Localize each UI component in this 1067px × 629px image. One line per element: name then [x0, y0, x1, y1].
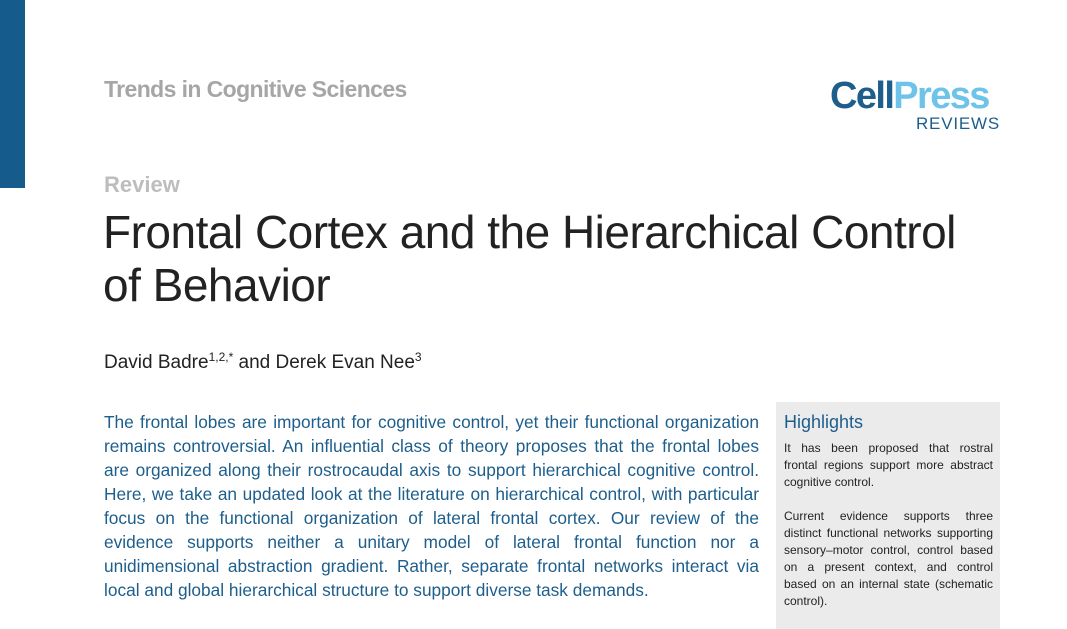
journal-name: Trends in Cognitive Sciences: [104, 76, 407, 102]
abstract: The frontal lobes are important for cognitive control, yet their functional organization remains controversial. An influential class of theory proposes that the frontal lobes are organized along their rostrocaudal axis to support hierarchical cognitive control. Here, we take an updated look at the literature on hierarchical control, with particular focus on the functional organization of lateral frontal cortex. Our review of the evidence supports neither a unitary model of lateral frontal function nor a unidimensional abstraction gradient. Rather, separate frontal networks interact via local and global hierarchical structure to support diverse task demands.: [104, 412, 759, 600]
author-affiliation: 3: [414, 350, 422, 364]
logo-press-text: Press: [893, 75, 989, 117]
logo-reviews-text: REVIEWS: [915, 114, 1000, 133]
article-title: Frontal Cortex and the Hierarchical Control of Behavior: [103, 206, 956, 311]
article-type: Review: [104, 172, 180, 197]
highlights-box: [776, 402, 1000, 629]
author-name: David Badre: [104, 352, 209, 373]
cellpress-logo: [830, 76, 1002, 136]
highlights-title: Highlights: [784, 412, 864, 432]
journal-color-bar: [0, 0, 25, 188]
highlight-item: It has been proposed that rostral frontal regions support more abstract cognitive control.: [784, 441, 993, 489]
logo-cell-text: Cell: [830, 75, 894, 117]
author-separator: and: [233, 352, 276, 373]
author-affiliation: 1,2,*: [208, 350, 234, 364]
logo-wordmark: [830, 76, 989, 116]
author-list: [104, 352, 422, 374]
author-name: Derek Evan Nee: [275, 352, 415, 373]
highlight-item: Current evidence supports three distinct functional networks supporting sensory–motor control, control based on a present context, and control based on an internal state (schematic control).: [784, 509, 993, 608]
